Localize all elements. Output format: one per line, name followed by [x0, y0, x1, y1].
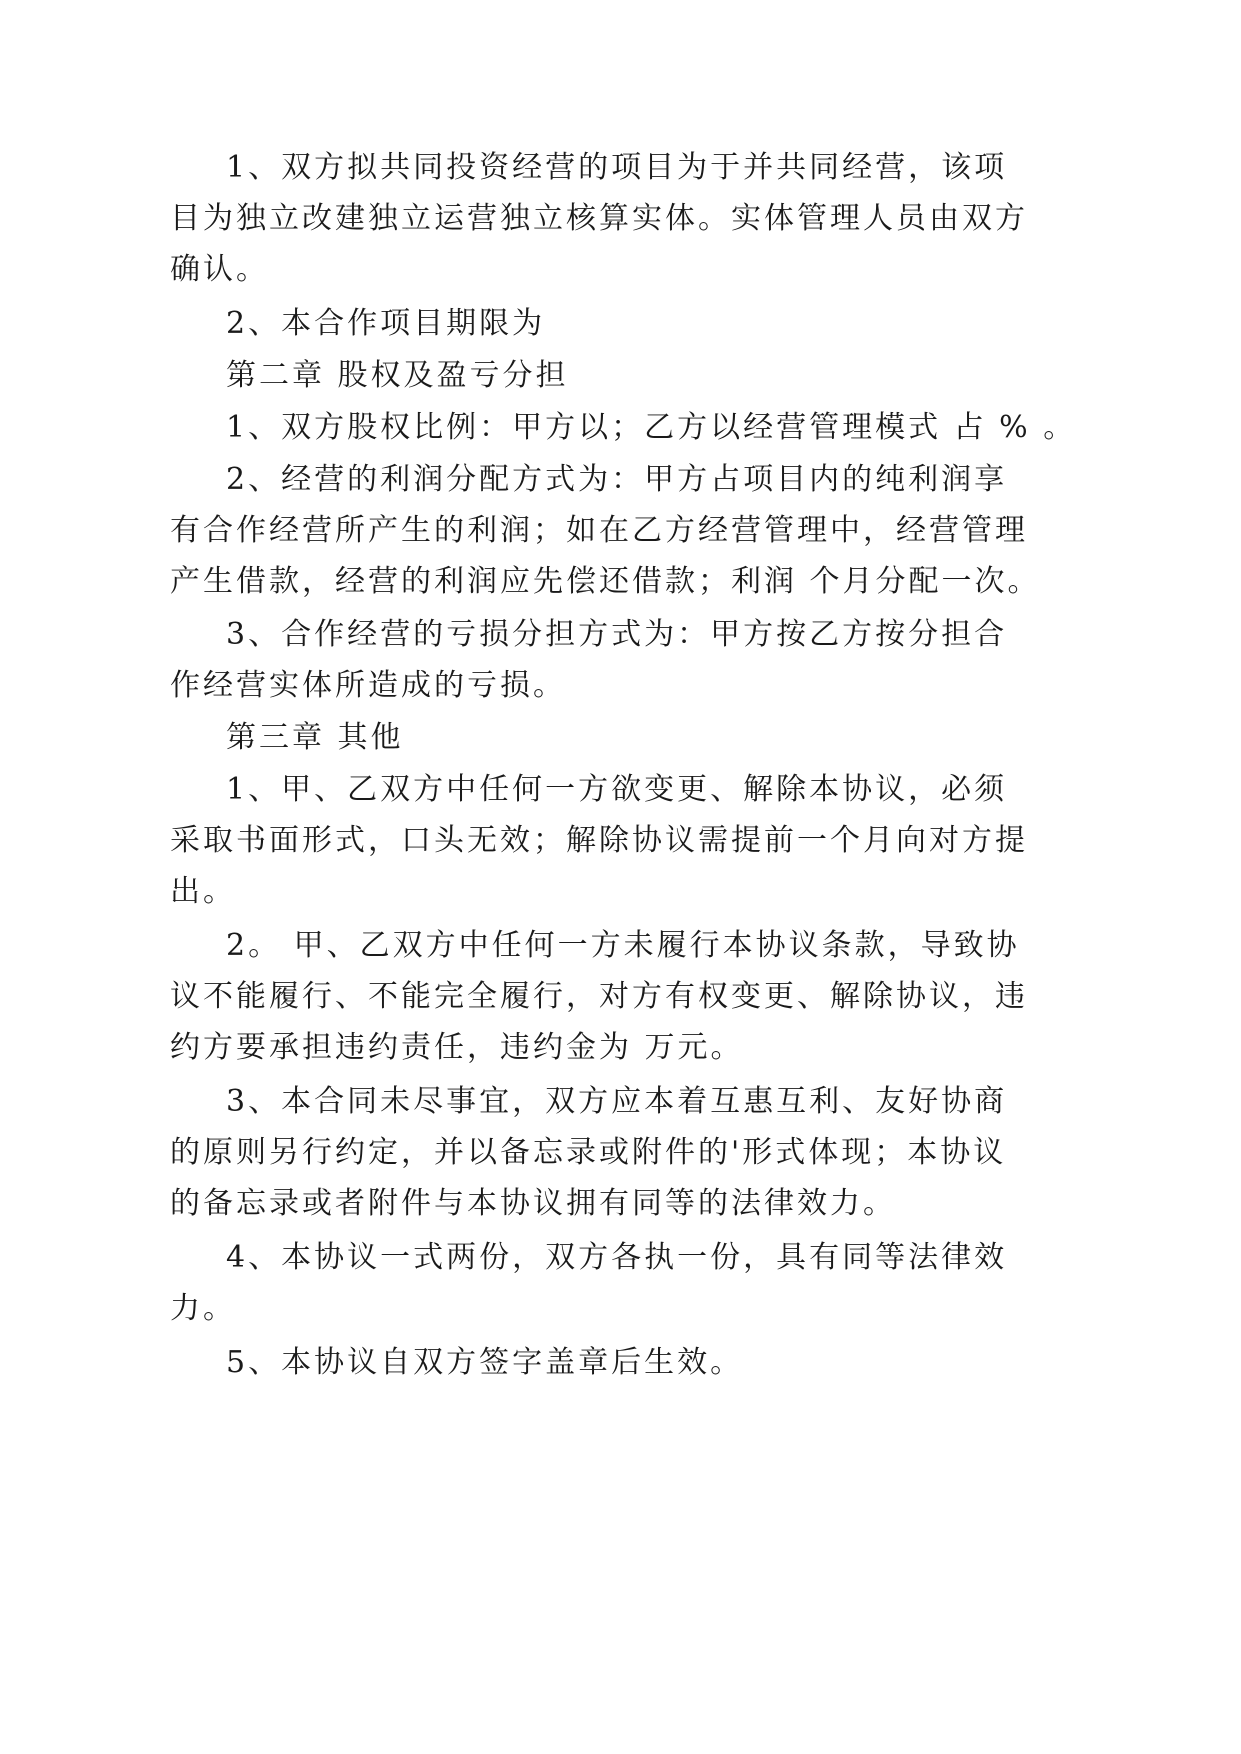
text-line: 3、合作经营的亏损分担方式为：甲方按乙方按分担合 [226, 617, 1008, 652]
text-line: 1、双方拟共同投资经营的项目为于并共同经营，该项 [226, 150, 1008, 185]
text-line: 采取书面形式，口头无效；解除协议需提前一个月向对方提 [170, 823, 1028, 858]
text-line: 1、双方股权比例：甲方以；乙方以经营管理模式 占 % 。 [226, 410, 1077, 445]
text-line: 的备忘录或者附件与本协议拥有同等的法律效力。 [170, 1186, 896, 1221]
text-line: 议不能履行、不能完全履行，对方有权变更、解除协议，违 [170, 979, 1028, 1014]
chapter-heading: 第三章 其他 [226, 720, 404, 755]
text-line: 出。 [170, 874, 236, 909]
text-line: 2、本合作项目期限为 [226, 306, 546, 341]
text-line: 约方要承担违约责任，违约金为 万元。 [170, 1030, 744, 1065]
text-line: 2。 甲、乙双方中任何一方未履行本协议条款，导致协 [226, 928, 1020, 963]
text-line: 2、经营的利润分配方式为：甲方占项目内的纯利润享 [226, 462, 1008, 497]
text-line: 的原则另行约定，并以备忘录或附件的'形式体现；本协议 [170, 1135, 1007, 1170]
text-line: 作经营实体所造成的亏损。 [170, 668, 566, 703]
text-line: 确认。 [170, 252, 269, 287]
text-line: 1、甲、乙双方中任何一方欲变更、解除本协议，必须 [226, 772, 1008, 807]
text-line: 力。 [170, 1291, 236, 1326]
text-line: 目为独立改建独立运营独立核算实体。实体管理人员由双方 [170, 201, 1028, 236]
text-line: 有合作经营所产生的利润；如在乙方经营管理中，经营管理 [170, 513, 1028, 548]
chapter-heading: 第二章 股权及盈亏分担 [226, 358, 569, 393]
text-line: 4、本协议一式两份，双方各执一份，具有同等法律效 [226, 1240, 1008, 1275]
text-line: 3、本合同未尽事宜，双方应本着互惠互利、友好协商 [226, 1084, 1008, 1119]
text-line: 产生借款，经营的利润应先偿还借款；利润 个月分配一次。 [170, 564, 1041, 599]
text-line: 5、本协议自双方签字盖章后生效。 [226, 1345, 744, 1380]
